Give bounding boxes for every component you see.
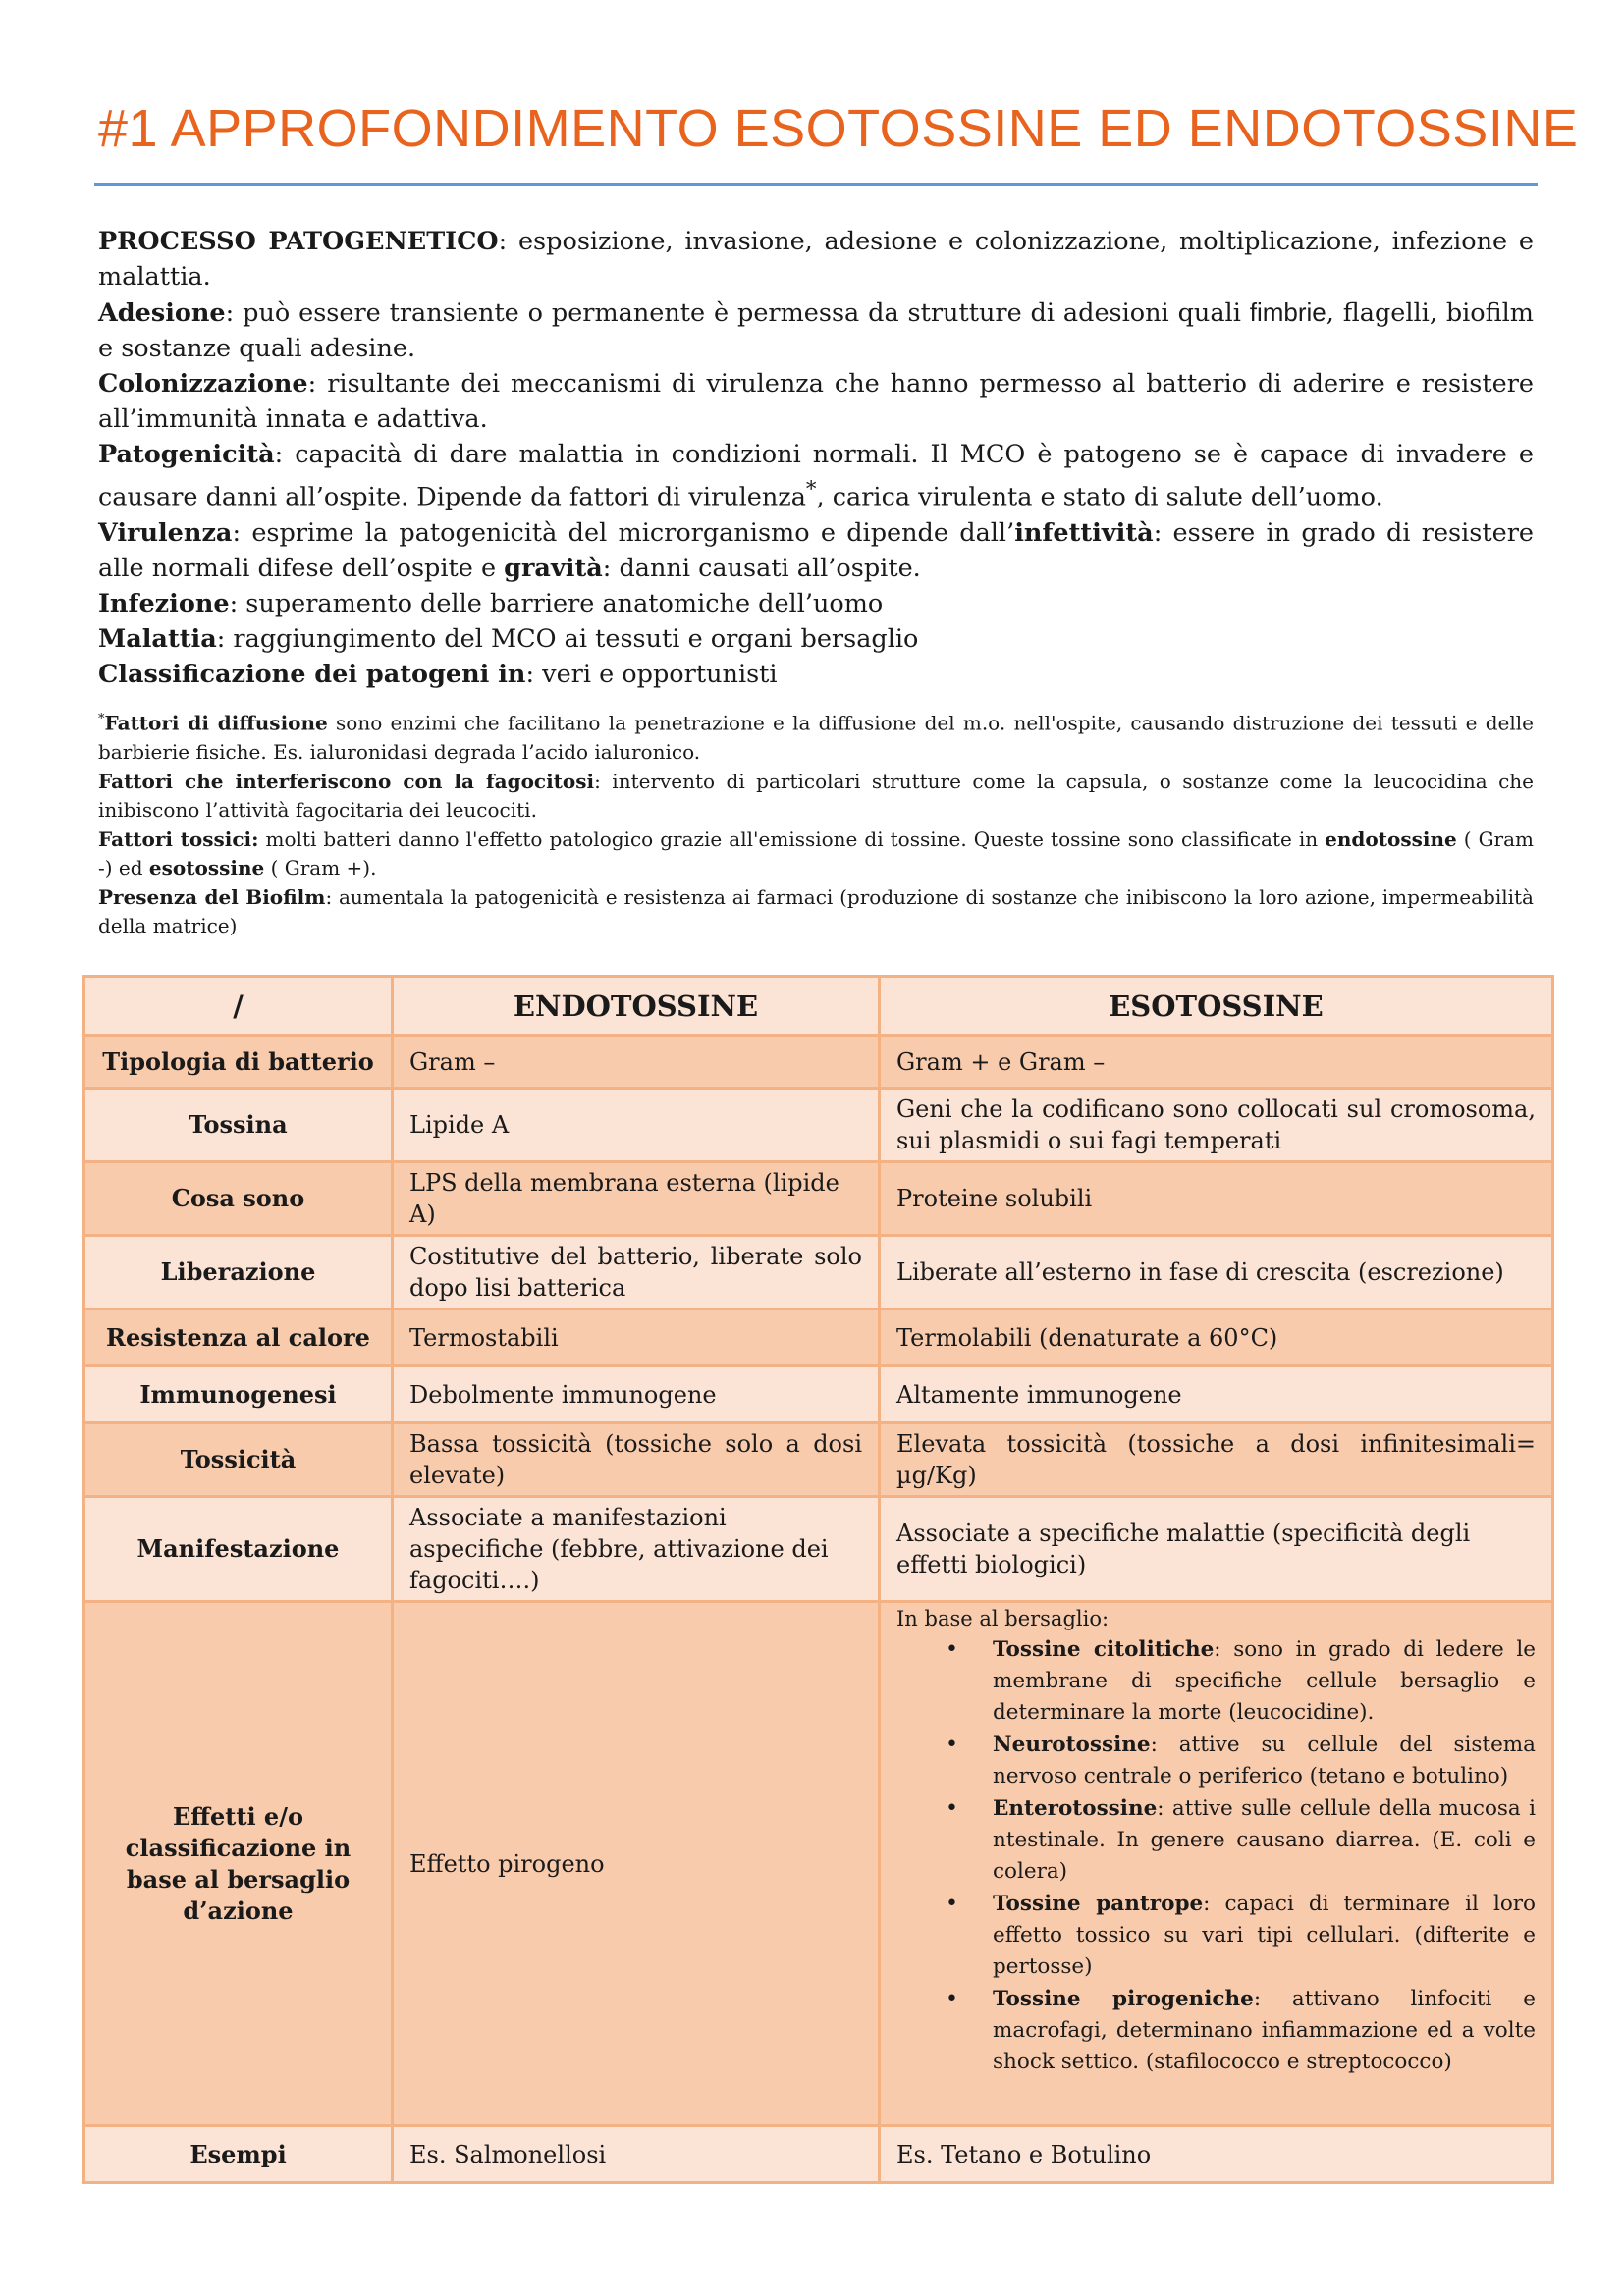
row-label: Resistenza al calore (84, 1309, 393, 1366)
table-row (84, 2126, 1553, 2183)
endo-cell: LPS della membrana esterna (lipide A) (393, 1162, 880, 1236)
eso-cell: Proteine solubili (880, 1162, 1553, 1236)
header-cell-esotossine: ESOTOSSINE (880, 977, 1553, 1036)
eso-cell: Gram + e Gram – (880, 1036, 1553, 1089)
note-paragraph: Presenza del Biofilm: aumentala la patogenicità e resistenza ai farmaci (produzione di sostanze che inibiscono la loro azione, impermeabilità della matrice) (98, 884, 1534, 937)
eso-cell: Termolabili (denaturate a 60°C) (880, 1309, 1553, 1366)
list-item: • Tossine pantrope: capaci di terminare il loro effetto tossico su vari tipi cellulari. (difterite e pertosse) (993, 1889, 1536, 1983)
intro-paragraph: Malattia: raggiungimento del MCO ai tessuti e organi bersaglio (98, 623, 919, 654)
endo-cell: Costitutive del batterio, liberate solo dopo lisi batterica (393, 1236, 880, 1309)
header-cell-endotossine: ENDOTOSSINE (393, 977, 880, 1036)
note-paragraph: *Fattori di diffusione sono enzimi che facilitano la penetrazione e la diffusione del m.o. nell'ospite, causando distruzione dei tessuti e delle barbierie fisiche. Es. ialuronidasi degrada l’acido ialuronico. (98, 711, 1534, 764)
intro-paragraph: Virulenza: esprime la patogenicità del microrganismo e dipende dall’infettività: essere in grado di resistere alle normali difese dell’ospite e gravità: danni causati all’ospite. (98, 517, 1535, 583)
effects-intro: In base al bersaglio: (896, 1607, 1110, 1630)
intro-paragraph: Infezione: superamento delle barriere anatomiche dell’uomo (98, 588, 884, 618)
table-row (84, 1036, 1553, 1089)
table-header-row (84, 977, 1553, 1036)
table-row (84, 1366, 1553, 1423)
endo-cell: Lipide A (393, 1089, 880, 1162)
eso-cell: Elevata tossicità (tossiche a dosi infinitesimali= µg/Kg) (880, 1423, 1553, 1497)
row-label: Immunogenesi (84, 1366, 393, 1423)
title-divider (94, 183, 1538, 186)
eso-cell: Altamente immunogene (880, 1366, 1553, 1423)
table-row (84, 1236, 1553, 1309)
list-item: • Enterotossine: attive sulle cellule della mucosa i ntestinale. In genere causano diarrea. (E. coli e colera) (993, 1793, 1536, 1888)
endo-cell: Bassa tossicità (tossiche solo a dosi elevate) (393, 1423, 880, 1497)
endo-cell: Gram – (393, 1036, 880, 1089)
list-item: • Neurotossine: attive su cellule del sistema nervoso centrale o periferico (tetano e botulino) (993, 1730, 1536, 1792)
table-row (84, 1497, 1553, 1602)
table-row (84, 1423, 1553, 1497)
eso-cell: Es. Tetano e Botulino (880, 2126, 1553, 2183)
intro-paragraph: PROCESSO PATOGENETICO: esposizione, invasione, adesione e colonizzazione, moltiplicazione, infezione e malattia. (98, 227, 1534, 292)
table-row (84, 1089, 1553, 1162)
comparison-table (82, 975, 1554, 2184)
intro-section (98, 224, 1534, 692)
table-row (84, 1309, 1553, 1366)
endo-cell: Termostabili (393, 1309, 880, 1366)
eso-cell: Liberate all’esterno in fase di crescita (escrezione) (880, 1236, 1553, 1309)
endo-cell: Debolmente immunogene (393, 1366, 880, 1423)
table-row-effects (84, 1602, 1553, 2126)
row-label: Liberazione (84, 1236, 393, 1309)
table-row (84, 1162, 1553, 1236)
list-item: • Tossine citolitiche: sono in grado di ledere le membrane di specifiche cellule bersaglio e determinare la morte (leucocidine). (993, 1634, 1536, 1729)
note-paragraph: Fattori tossici: molti batteri danno l'effetto patologico grazie all'emissione di tossine. Queste tossine sono classificate in endotossine ( Gram -) ed esotossine ( Gram +). (98, 827, 1535, 880)
intro-paragraph: Adesione: può essere transiente o permanente è permessa da strutture di adesioni quali fimbrie, flagelli, biofilm e sostanze quali adesine. (98, 297, 1534, 363)
row-label: Cosa sono (84, 1162, 393, 1236)
row-label: Tipologia di batterio (84, 1036, 393, 1089)
note-paragraph: Fattori che interferiscono con la fagocitosi: intervento di particolari strutture come la capsula, o sostanze come la leucocidina che inibiscono l’attività fagocitaria dei leucociti. (98, 769, 1534, 822)
endo-cell: Associate a manifestazioni aspecifiche (febbre, attivazione dei fagociti….) (393, 1497, 880, 1602)
row-label: Tossicità (84, 1423, 393, 1497)
intro-paragraph: Classificazione dei patogeni in: veri e opportunisti (98, 659, 778, 689)
eso-cell: Associate a specifiche malattie (specificità degli effetti biologici) (880, 1497, 1553, 1602)
intro-paragraph: Colonizzazione: risultante dei meccanismi di virulenza che hanno permesso al batterio di aderire e resistere all’immunità innata e adattiva. (98, 369, 1534, 434)
page-title: #1 APPROFONDIMENTO ESOTOSSINE ED ENDOTOSSINE (98, 99, 1579, 158)
list-item: • Tossine pirogeniche: attivano linfociti e macrofagi, determinano infiammazione ed a volte shock settico. (stafilococco e streptococco) (993, 1984, 1536, 2078)
notes-section (98, 705, 1534, 941)
row-label: Manifestazione (84, 1497, 393, 1602)
eso-effects-cell (880, 1602, 1553, 2126)
row-label: Effetti e/o classificazione in base al bersaglio d’azione (84, 1602, 393, 2126)
intro-paragraph: Patogenicità: capacità di dare malattia in condizioni normali. Il MCO è patogeno se è capace di invadere e causare danni all’ospite. Dipende da fattori di virulenza*, carica virulenta e stato di salute dell’uomo. (98, 440, 1534, 512)
row-label: Tossina (84, 1089, 393, 1162)
endo-cell: Es. Salmonellosi (393, 2126, 880, 2183)
effects-list (896, 1634, 1536, 2078)
endo-cell: Effetto pirogeno (393, 1602, 880, 2126)
eso-cell: Geni che la codificano sono collocati sul cromosoma, sui plasmidi o sui fagi temperati (880, 1089, 1553, 1162)
header-cell: / (84, 977, 393, 1036)
row-label: Esempi (84, 2126, 393, 2183)
